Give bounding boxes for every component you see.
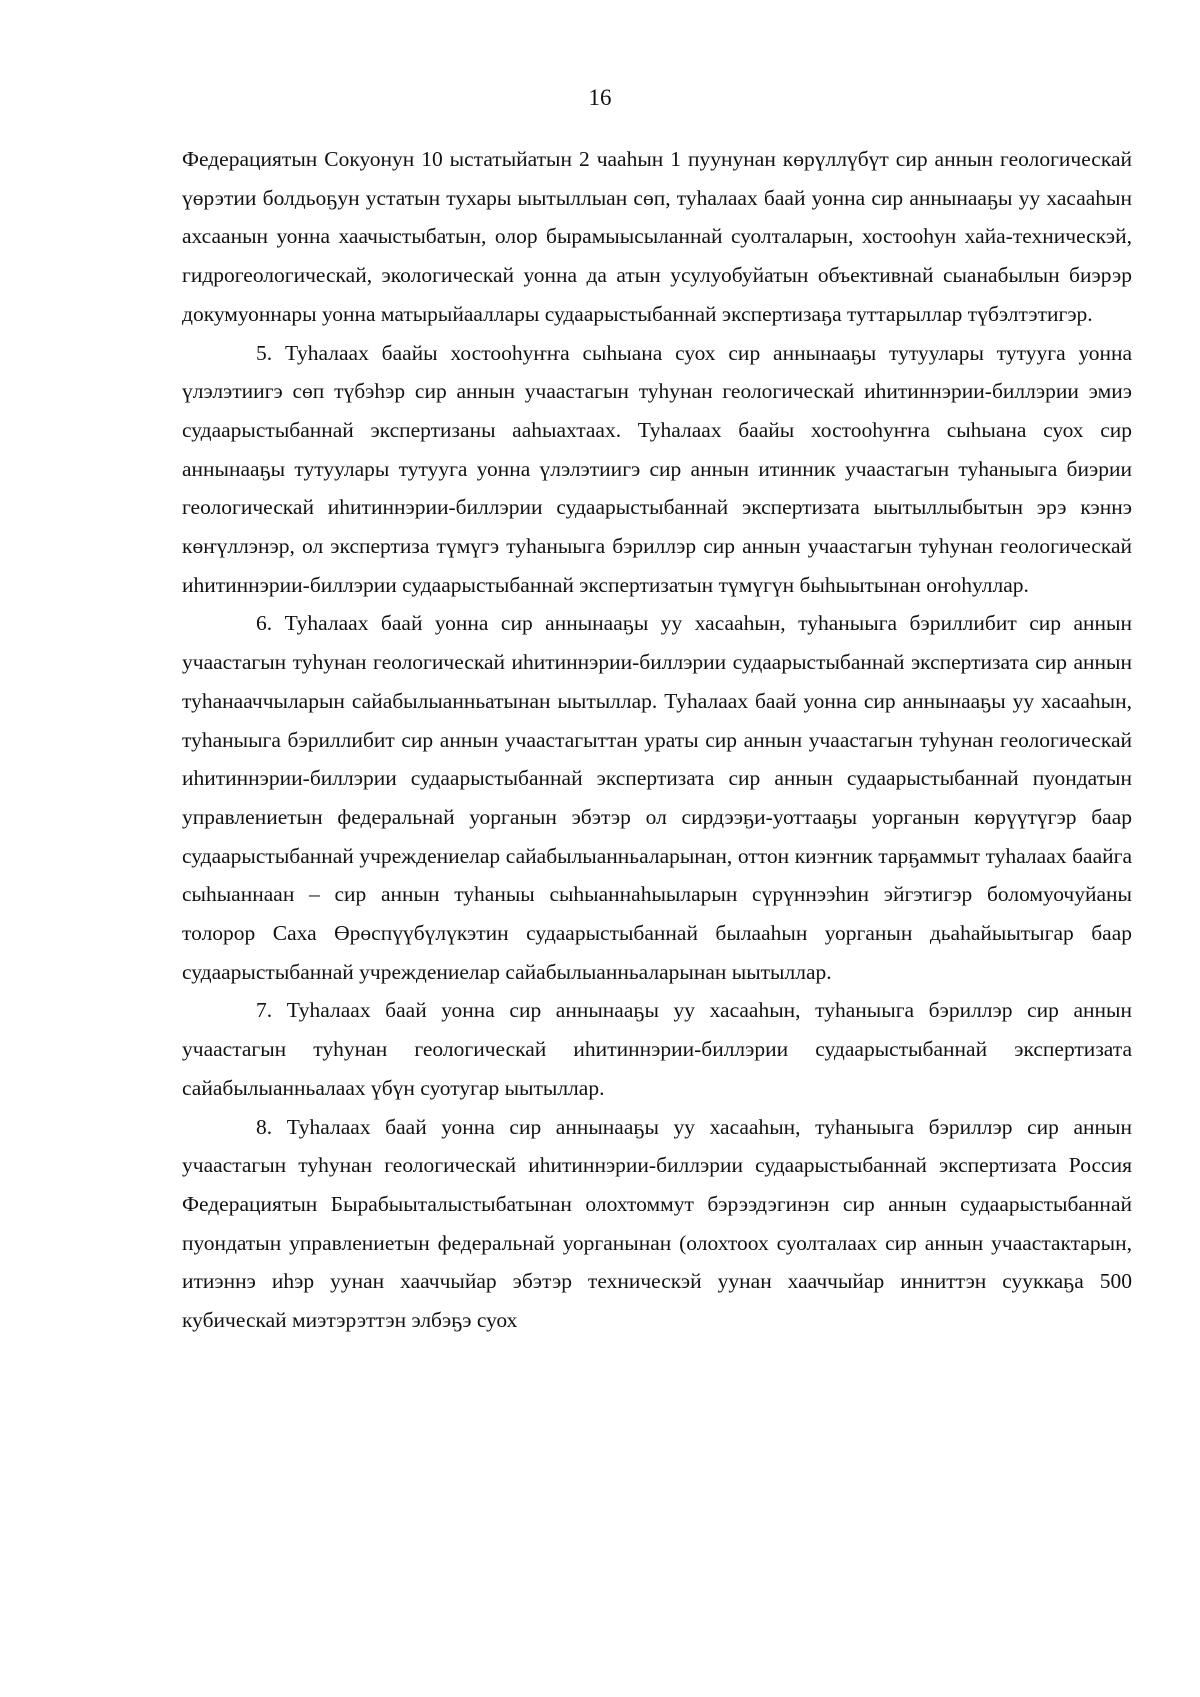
paragraph-item-5: 5. Туһалаах баайы хостооһуҥҥа сыһыана суох сир аннынааҕы тутуулары тутууга уонна үлэлэтиигэ сөп түбэһэр сир аннын учаастагын туһунан геологическай иһитиннэрии-биллэрии эмиэ судаарыстыбаннай экспертизаны ааһыахтаах. Туһалаах баайы хостооһуҥҥа сыһыана суох сир аннынааҕы тутуулары тутууга уонна үлэлэтиигэ сир аннын итинник учаастагын туһаныыга биэрии геологическай иһитиннэрии-биллэрии судаарыстыбаннай экспертизата ыытыллыбытын эрэ кэннэ көҥүллэнэр, ол экспертиза түмүгэ туһаныыга бэриллэр сир аннын учаастагын туһунан геологическай иһитиннэрии-биллэрии судаарыстыбаннай экспертизатын түмүгүн быһыытынан оҥоһуллар. (182, 340, 1132, 597)
document-body (182, 140, 1132, 1340)
paragraph-item-7: 7. Туһалаах баай уонна сир аннынааҕы уу хасааһын, туһаныыга бэриллэр сир аннын учаастагын туһунан геологическай иһитиннэрии-биллэрии судаарыстыбаннай экспертизата сайабылыанньалаах үбүн суотугар ыытыллар. (182, 998, 1132, 1100)
paragraph-continuation: Федерациятын Сокуонун 10 ыстатыйатын 2 чааһын 1 пуунунан көрүллүбүт сир аннын геологическай үөрэтии болдьоҕун устатын тухары ыытыллыан сөп, туһалаах баай уонна сир аннынааҕы уу хасааһын ахсаанын уонна хаачыстыбатын, олор бырамыысыланнай суолталарын, хостооһун хайа-техническэй, гидрогеологическай, экологическай уонна да атын усулуобуйатын объективнай сыанабылын биэрэр докумуоннары уонна матырыйааллары судаарыстыбаннай экспертизаҕа туттарыллар түбэлтэтигэр. (182, 147, 1132, 326)
paragraph-item-6: 6. Туһалаах баай уонна сир аннынааҕы уу хасааһын, туһаныыга бэриллибит сир аннын учаастагын туһунан геологическай иһитиннэрии-биллэрии судаарыстыбаннай экспертизата сир аннын туһанааччыларын сайабылыанньатынан ыытыллар. Туһалаах баай уонна сир аннынааҕы уу хасааһын, туһаныыга бэриллибит сир аннын учаастагыттан ураты сир аннын учаастагын туһунан геологическай иһитиннэрии-биллэрии судаарыстыбаннай экспертизата сир аннын судаарыстыбаннай пуондатын управлениетын федеральнай уорганын эбэтэр ол сирдээҕи-уоттааҕы уорганын көрүүтүгэр баар судаарыстыбаннай учреждениелар сайабылыанньаларынан, оттон киэҥник тарҕаммыт туһалаах баайга сыһыаннаан – сир аннын туһаныы сыһыаннаһыыларын сүрүннээһин эйгэтигэр боломуочуйаны толорор Саха Өрөспүүбүлүкэтин судаарыстыбаннай былааһын уорганын дьаһайыытыгар баар судаарыстыбаннай учреждениелар сайабылыанньаларынан ыытыллар. (182, 611, 1132, 984)
page-number: 16 (588, 85, 612, 110)
paragraph-item-8: 8. Туһалаах баай уонна сир аннынааҕы уу хасааһын, туһаныыга бэриллэр сир аннын учаастагын туһунан геологическай иһитиннэрии-биллэрии судаарыстыбаннай экспертизата Россия Федерациятын Бырабыыталыстыбатынан олохтоммут бэрээдэгинэн сир аннын судаарыстыбаннай пуондатын управлениетын федеральнай уорганынан (олохтоох суолталаах сир аннын учаастактарын, итиэннэ иһэр уунан хааччыйар эбэтэр техническэй уунан хааччыйар инниттэн сууккаҕа 500 кубическай миэтэрэттэн элбэҕэ суох (182, 1114, 1132, 1333)
